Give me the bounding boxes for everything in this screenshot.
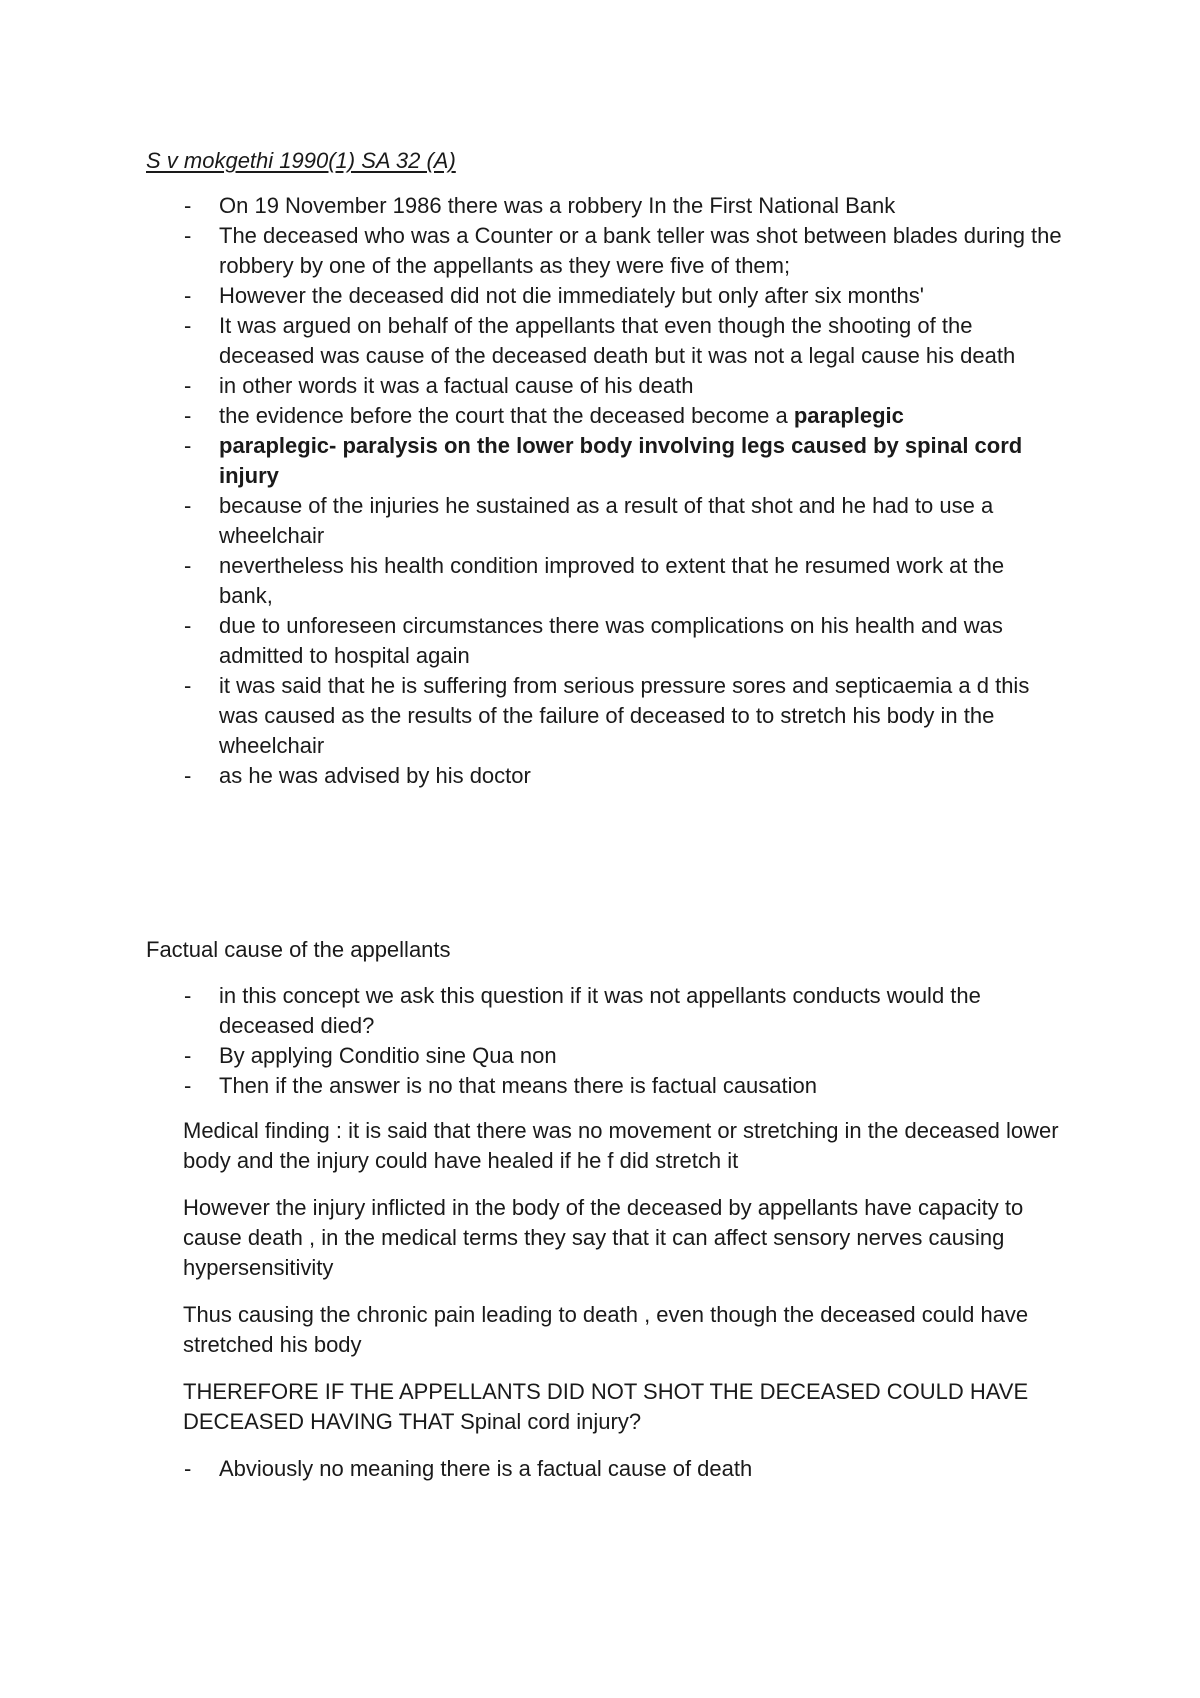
list-item [184, 221, 1064, 281]
dash-bullet: - [184, 373, 192, 398]
list-item [184, 1454, 1064, 1484]
dash-bullet: - [184, 553, 192, 578]
factual-points-list [184, 981, 1064, 1101]
list-item-text: due to unforeseen circumstances there was complications on his health and was admitted to hospital again [219, 613, 1003, 668]
dash-bullet: - [184, 983, 192, 1008]
list-item [184, 401, 1064, 431]
dash-bullet: - [184, 673, 192, 698]
dash-bullet: - [184, 493, 192, 518]
dash-bullet: - [184, 613, 192, 638]
list-item-text: By applying Conditio sine Qua non [219, 1043, 557, 1068]
list-item-text: in other words it was a factual cause of his death [219, 373, 694, 398]
dash-bullet: - [184, 223, 192, 248]
list-item-text-bold: paraplegic [793, 403, 904, 428]
dash-bullet: - [184, 763, 192, 788]
list-item [184, 491, 1064, 551]
list-item [184, 761, 1064, 791]
list-item [184, 551, 1064, 611]
list-item-text-plain: the evidence before the court that the deceased become a [219, 403, 794, 428]
list-item [184, 1071, 1064, 1101]
list-item-text: On 19 November 1986 there was a robbery In the First National Bank [219, 193, 896, 218]
list-item-text: in this concept we ask this question if it was not appellants conducts would the deceased died? [219, 983, 981, 1038]
list-item [184, 981, 1064, 1041]
conclusion-list [184, 1454, 1064, 1484]
list-item [184, 281, 1064, 311]
list-item [184, 671, 1064, 761]
paragraph-chronic-pain: Thus causing the chronic pain leading to death , even though the deceased could have stretched his body [183, 1302, 1029, 1357]
dash-bullet: - [184, 283, 192, 308]
list-item-definition [184, 431, 1064, 491]
list-item-text: as he was advised by his doctor [219, 763, 531, 788]
list-item [184, 311, 1064, 371]
dash-bullet: - [184, 193, 192, 218]
list-item [184, 1041, 1064, 1071]
dash-bullet: - [184, 1043, 192, 1068]
list-item [184, 371, 1064, 401]
list-item-text: Then if the answer is no that means there is factual causation [219, 1073, 817, 1098]
list-item-text: It was argued on behalf of the appellants that even though the shooting of the deceased was cause of the deceased death but it was not a legal cause his death [219, 313, 1016, 368]
list-item [184, 611, 1064, 671]
list-item-text: it was said that he is suffering from serious pressure sores and septicaemia a d this was caused as the results of the failure of deceased to to stretch his body in the wheelchair [219, 673, 1030, 758]
section-heading: Factual cause of the appellants [146, 937, 451, 962]
list-item-text: Abviously no meaning there is a factual cause of death [219, 1456, 753, 1481]
list-item-text: The deceased who was a Counter or a bank teller was shot between blades during the robbery by one of the appellants as they were five of them; [219, 223, 1062, 278]
list-item [184, 191, 1064, 221]
paragraph-therefore-question: THEREFORE IF THE APPELLANTS DID NOT SHOT THE DECEASED COULD HAVE DECEASED HAVING THAT Spinal cord injury? [183, 1379, 1029, 1434]
list-item-text: paraplegic- paralysis on the lower body involving legs caused by spinal cord injury [219, 433, 1023, 488]
dash-bullet: - [184, 433, 192, 458]
case-title: S v mokgethi 1990(1) SA 32 (A) [146, 148, 456, 173]
paragraph-medical-finding: Medical finding : it is said that there was no movement or stretching in the deceased lower body and the injury could have healed if he f did stretch it [183, 1118, 1059, 1173]
facts-list [184, 191, 1064, 791]
dash-bullet: - [184, 1073, 192, 1098]
dash-bullet: - [184, 403, 192, 428]
list-item-text: because of the injuries he sustained as a result of that shot and he had to use a wheelchair [219, 493, 994, 548]
list-item-text: nevertheless his health condition improved to extent that he resumed work at the bank, [219, 553, 1005, 608]
list-item-text [219, 403, 904, 428]
dash-bullet: - [184, 1456, 192, 1481]
list-item-text: However the deceased did not die immediately but only after six months' [219, 283, 924, 308]
paragraph-injury-capacity: However the injury inflicted in the body of the deceased by appellants have capacity to cause death , in the medical terms they say that it can affect sensory nerves causing hypersensitivity [183, 1195, 1024, 1280]
dash-bullet: - [184, 313, 192, 338]
